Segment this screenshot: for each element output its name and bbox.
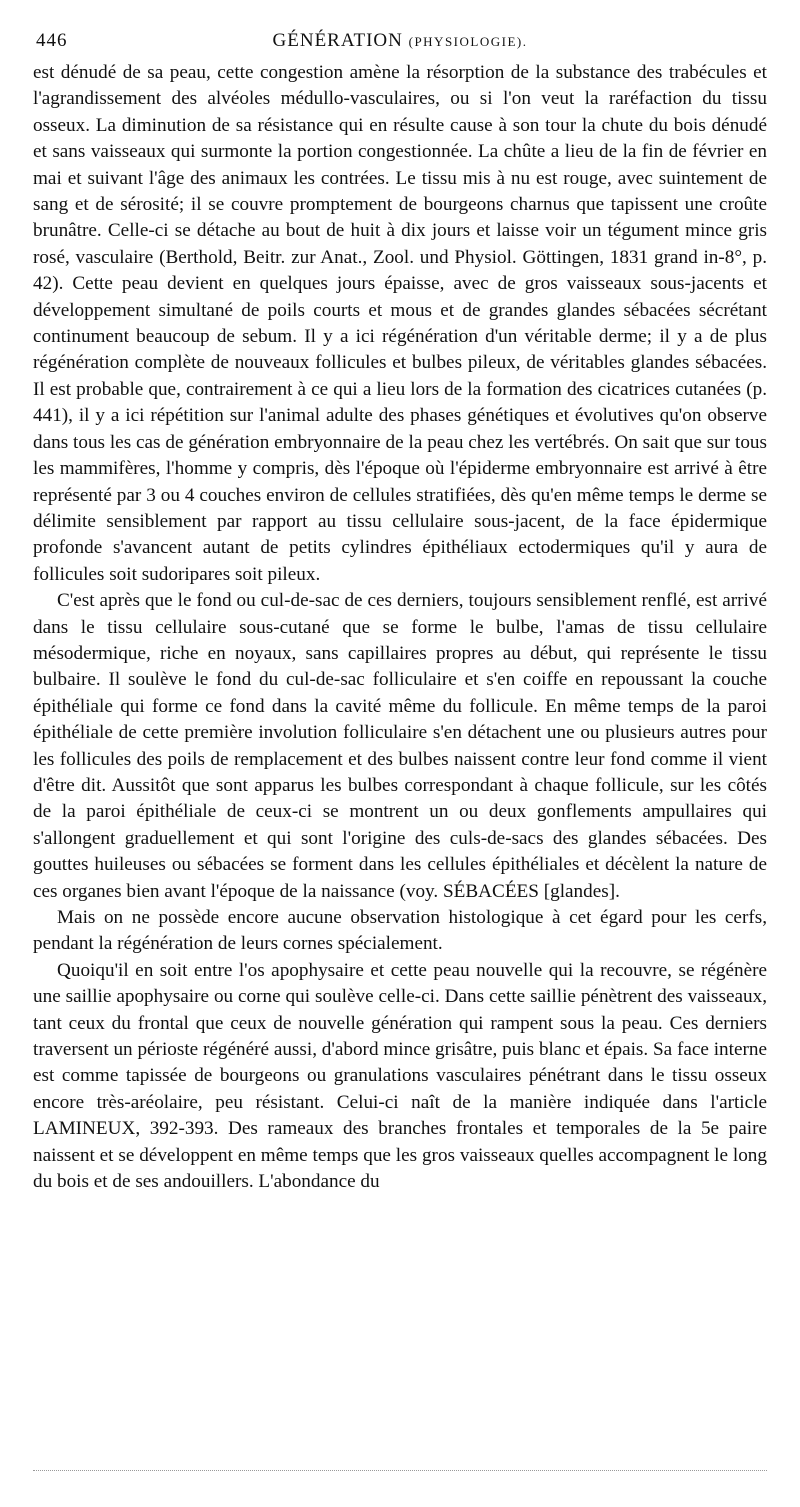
body-text	[33, 60, 767, 1195]
running-title-main: GÉNÉRATION	[272, 30, 403, 51]
page	[33, 26, 767, 1195]
running-title	[33, 30, 767, 52]
page-number: 446	[36, 30, 68, 51]
paragraph-2: C'est après que le fond ou cul-de-sac de ces derniers, toujours sensiblement renflé, est arrivé dans le tissu cellulaire sous-cutané que se forme le bulbe, l'amas de tissu cellulaire mésodermique, riche en noyaux, sans capillaires propres au début, qui représente le tissu bulbaire. Il soulève le fond du cul-de-sac folliculaire et s'en coiffe en repoussant la couche épithéliale qui forme ce fond dans la cavité même du follicule. En même temps de la paroi épithéliale de cette première involution folliculaire s'en détachent une ou plusieurs autres pour les follicules des poils de remplacement et des bulbes naissent contre leur fond comme il vient d'être dit. Aussitôt que sont apparus les bulbes correspondant à chaque follicule, sur les côtés de la paroi épithéliale de ceux-ci se montrent un ou deux gonflements ampullaires qui s'allongent graduellement et qui sont l'origine des culs-de-sacs des glandes sébacées. Des gouttes huileuses ou sébacées se forment dans les cellules épithéliales et décèlent la nature de ces organes bien avant l'époque de la naissance (voy. SÉBACÉES [glandes].	[33, 590, 767, 902]
paragraph-1: est dénudé de sa peau, cette congestion amène la résorption de la substance des trabécules et l'agrandissement des alvéoles médullo-vasculaires, ou si l'on veut la raréfaction du tissu osseux. La diminution de sa résistance qui en résulte cause à son tour la chute du bois dénudé et sans vaisseaux qui surmonte la portion congestionnée. La chûte a lieu de la fin de février en mai et suivant l'âge des animaux les contrées. Le tissu mis à nu est rouge, avec suintement de sang et de sérosité; il se couvre promptement de bourgeons charnus que tapissent une croûte brunâtre. Celle-ci se détache au bout de huit à dix jours et laisse voir un tégument mince gris rosé, vasculaire (Berthold, Beitr. zur Anat., Zool. und Physiol. Göttingen, 1831 grand in-8°, p. 42). Cette peau devient en quelques jours épaisse, avec de gros vaisseaux sous-jacents et développement simultané de poils courts et mous et de grandes glandes sébacées sécrétant continument beaucoup de sebum. Il y a ici régénération d'un véritable derme; il y a de plus régénération complète de nouveaux follicules et bulbes pileux, de véritables glandes sébacées. Il est probable que, contrairement à ce qui a lieu lors de la formation des cicatrices cutanées (p. 441), il y a ici répétition sur l'animal adulte des phases génétiques et évolutives qu'on observe dans tous les cas de génération embryonnaire de la peau chez les vertébrés. On sait que sur tous les mammifères, l'homme y compris, dès l'époque où l'épiderme embryonnaire est arrivé à être représenté par 3 ou 4 couches environ de cellules stratifiées, dès qu'en même temps le derme se délimite sensiblement par rapport au tissu cellulaire sous-jacent, de la face épidermique profonde s'avancent autant de petits cylindres épithéliaux ectodermiques qu'il y aura de follicules soit sudoripares soit pileux.	[33, 62, 767, 585]
running-title-sub: (PHYSIOLOGIE).	[408, 34, 528, 49]
footer-rule	[33, 1470, 767, 1471]
paragraph-3: Mais on ne possède encore aucune observation histologique à cet égard pour les cerfs, pendant la régénération de leurs cornes spécialement.	[33, 907, 767, 955]
paragraph-4: Quoiqu'il en soit entre l'os apophysaire et cette peau nouvelle qui la recouvre, se régénère une saillie apophysaire ou corne qui soulève celle-ci. Dans cette saillie pénètrent des vaisseaux, tant ceux du frontal que ceux de nouvelle génération qui rampent sous la peau. Ces derniers traversent un périoste régénéré aussi, d'abord mince grisâtre, puis blanc et épais. Sa face interne est comme tapissée de bourgeons ou granulations vasculaires pénétrant dans le tissu osseux encore très-aréolaire, peu résistant. Celui-ci naît de la manière indiquée dans l'article LAMINEUX, 392-393. Des rameaux des branches frontales et temporales de la 5e paire naissent et se développent en même temps que les gros vaisseaux quelles accompagnent le long du bois et de ses andouillers. L'abondance du	[33, 959, 767, 1193]
running-head	[33, 26, 767, 60]
